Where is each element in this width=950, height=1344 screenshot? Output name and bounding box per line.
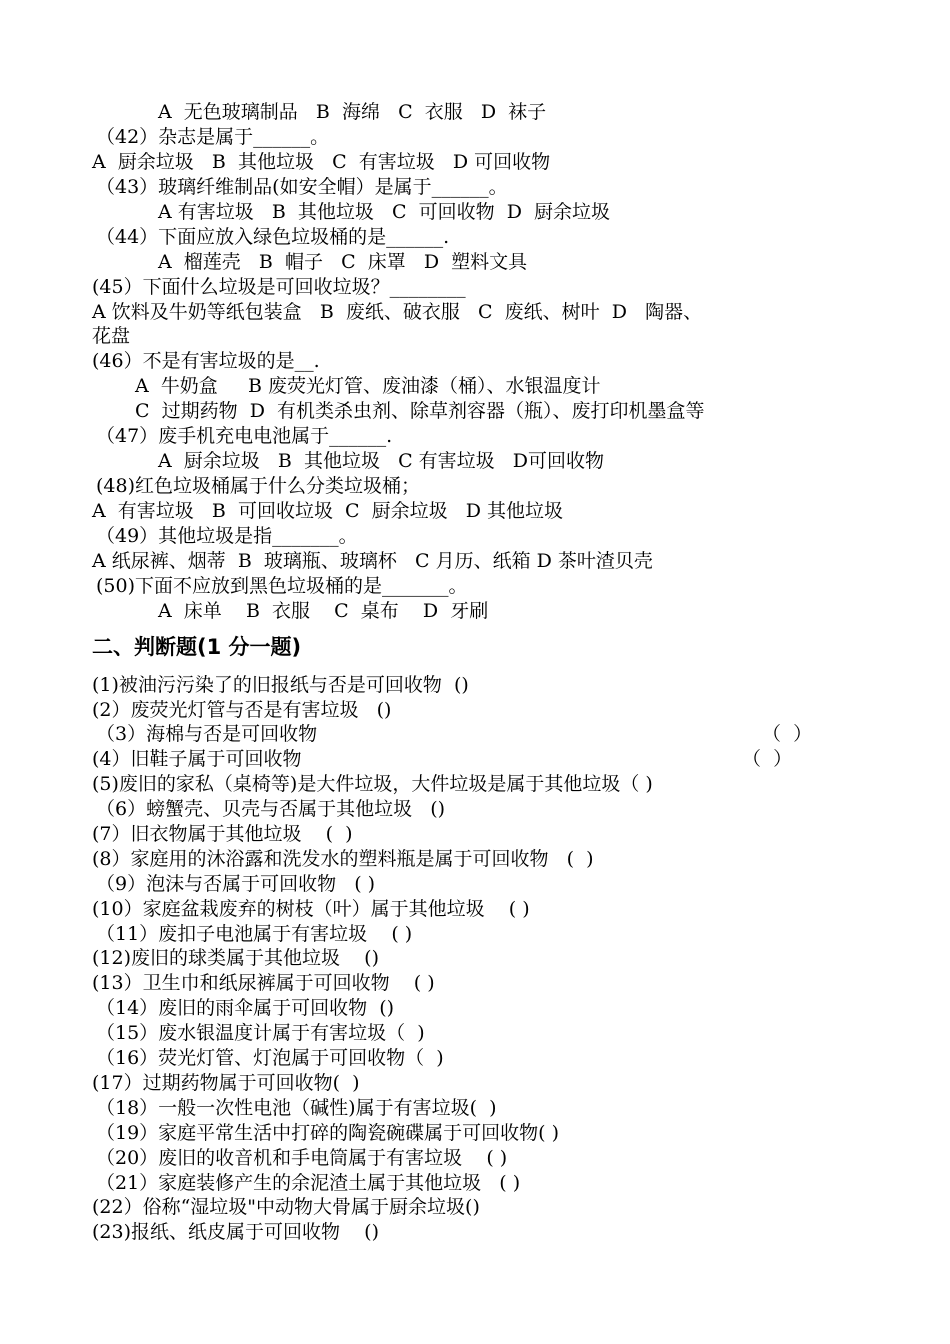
q45-question: (45）下面什么垃圾是可回收垃圾？________ [92, 276, 466, 298]
tf-item-3-blank: （ ） [762, 723, 813, 745]
tf-item-15: （15）废水银温度计属于有害垃圾（ ) [96, 1022, 425, 1044]
tf-item-7: (7）旧衣物属于其他垃圾 ( ) [92, 823, 353, 845]
q41-options: A 无色玻璃制品 B 海绵 C 衣服 D 袜子 [158, 101, 547, 123]
tf-item-5: (5)废旧的家私（桌椅等)是大件垃圾，大件垃圾是属于其他垃圾（ ) [92, 773, 653, 795]
q50-options: A 床单 B 衣服 C 桌布 D 牙刷 [158, 600, 489, 622]
tf-item-18: （18）一般一次性电池（碱性)属于有害垃圾( ) [96, 1097, 497, 1119]
tf-item-20: （20）废旧的收音机和手电筒属于有害垃圾 ( ) [96, 1147, 508, 1169]
q49-question: （49）其他垃圾是指_______。 [96, 525, 358, 547]
q43-options: A 有害垃圾 B 其他垃圾 C 可回收物 D 厨余垃圾 [158, 201, 611, 223]
q49-options: A 纸尿裤、烟蒂 B 玻璃瓶、玻璃杯 C 月历、纸箱 D 茶叶渣贝壳 [92, 550, 653, 572]
tf-item-9: （9）泡沫与否属于可回收物 ( ) [96, 873, 376, 895]
q48-options: A 有害垃圾 B 可回收垃圾 C 厨余垃圾 D 其他垃圾 [92, 500, 564, 522]
tf-item-21: （21）家庭装修产生的余泥渣土属于其他垃圾 ( ) [96, 1172, 521, 1194]
q44-question: （44）下面应放入绿色垃圾桶的是______. [96, 226, 450, 248]
q43-question: （43）玻璃纤维制品(如安全帽）是属于______。 [96, 176, 508, 198]
tf-item-19: （19）家庭平常生活中打碎的陶瓷碗碟属于可回收物( ) [96, 1122, 560, 1144]
q50-question: (50)下面不应放到黑色垃圾桶的是_______。 [96, 575, 468, 597]
tf-item-17: (17）过期药物属于可回收物( ) [92, 1072, 360, 1094]
tf-item-3: （3）海棉与否是可回收物 [96, 723, 318, 745]
q45-options-cont: 花盘 [92, 325, 131, 347]
q44-options: A 榴莲壳 B 帽子 C 床罩 D 塑料文具 [158, 251, 528, 273]
tf-item-11: （11）废扣子电池属于有害垃圾 ( ) [96, 923, 413, 945]
q46-options-cd: C 过期药物 D 有机类杀虫剂、除草剂容器（瓶）、废打印机墨盒等 [135, 400, 705, 422]
q45-options: A 饮料及牛奶等纸包装盒 B 废纸、破衣服 C 废纸、树叶 D 陶器、 [92, 301, 703, 323]
tf-item-23: (23)报纸、纸皮属于可回收物 () [92, 1221, 379, 1243]
tf-item-22: (22）俗称“湿垃圾"中动物大骨属于厨余垃圾() [92, 1196, 480, 1218]
tf-item-4-blank: （ ） [742, 748, 793, 770]
tf-item-4: (4）旧鞋子属于可回收物 [92, 748, 302, 770]
tf-item-1: (1)被油污污染了的旧报纸与否是可回收物 () [92, 674, 469, 696]
tf-item-12: (12)废旧的球类属于其他垃圾 () [92, 947, 379, 969]
q48-question: (48)红色垃圾桶属于什么分类垃圾桶； [96, 475, 421, 497]
q47-options: A 厨余垃圾 B 其他垃圾 C 有害垃圾 D可回收物 [158, 450, 605, 472]
tf-item-2: (2）废荧光灯管与否是有害垃圾 () [92, 699, 392, 721]
tf-item-13: (13）卫生巾和纸尿裤属于可回收物 ( ) [92, 972, 435, 994]
section-heading: 二、判断题(1 分一题) [92, 635, 302, 659]
q42-options: A 厨余垃圾 B 其他垃圾 C 有害垃圾 D 可回收物 [92, 151, 551, 173]
tf-item-16: （16）荧光灯管、灯泡属于可回收物（ ) [96, 1047, 444, 1069]
q42-question: （42）杂志是属于______。 [96, 126, 330, 148]
q46-question: (46）不是有害垃圾的是__. [92, 350, 320, 372]
q46-options-ab: A 牛奶盒 B 废荧光灯管、废油漆（桶）、水银温度计 [135, 375, 601, 397]
q47-question: （47）废手机充电电池属于______. [96, 425, 393, 447]
tf-item-10: (10）家庭盆栽废弃的树枝（叶）属于其他垃圾 ( ) [92, 898, 530, 920]
tf-item-8: (8）家庭用的沐浴露和洗发水的塑料瓶是属于可回收物 ( ) [92, 848, 594, 870]
tf-item-6: （6）螃蟹壳、贝壳与否属于其他垃圾 () [96, 798, 446, 820]
tf-item-14: （14）废旧的雨伞属于可回收物 () [96, 997, 395, 1019]
